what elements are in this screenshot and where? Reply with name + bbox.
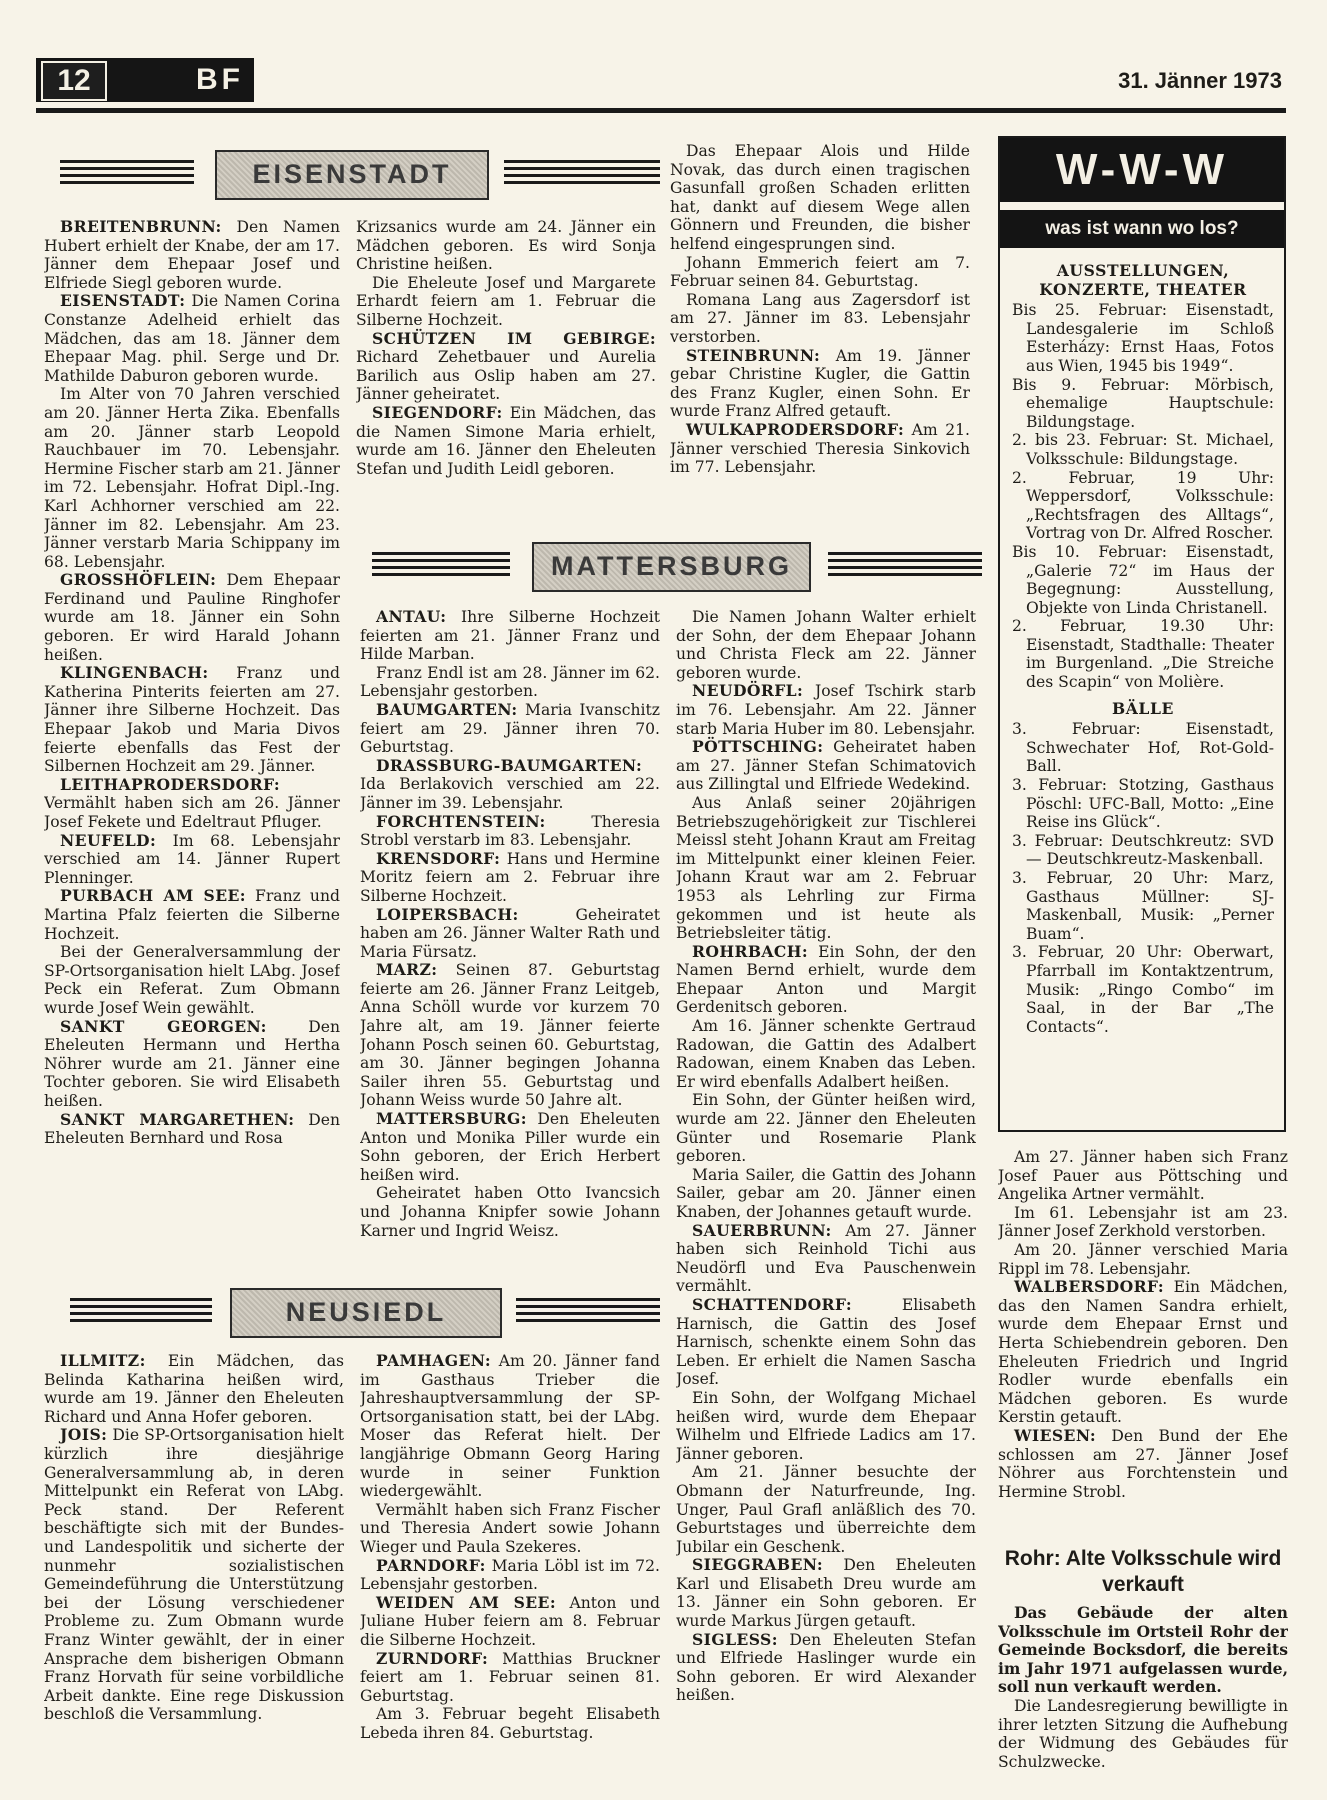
header-rule <box>36 108 1286 113</box>
notice-paragraph: Die Namen Johann Walter erhielt der Sohn, der dem Ehepaar Johann und Christa Fleck am 22. Jänner geboren wurde. <box>676 608 976 682</box>
section-title: NEUSIEDL <box>230 1288 502 1338</box>
notice-paragraph: EISENSTADT: Die Namen Corina Constanze Adelheid erhielt das Mädchen, das am 18. Jänner dem Ehepaar Mag. phil. Serge und Dr. Mathilde Daburon geboren wurde. <box>44 291 340 385</box>
notice-paragraph: NEUFELD: Im 68. Lebensjahr verschied am 14. Jänner Rupert Plenninger. <box>44 830 340 887</box>
article-headline: Rohr: Alte Volksschule wird verkauft <box>1004 1547 1282 1596</box>
banner-rule-left <box>372 552 510 578</box>
notice-paragraph: SANKT MARGARETHEN: Den Eheleuten Bernhard und Rosa <box>44 1109 340 1148</box>
events-list <box>1012 301 1274 691</box>
events-box-subtitle: was ist wann wo los? <box>1000 210 1284 248</box>
event-item: Bis 10. Februar: Eisenstadt, „Galerie 72“ im Haus der Begegnung: Ausstellung, Objekte von Linda Christanell. <box>1012 542 1274 617</box>
notice-paragraph: PÖTTSCHING: Geheiratet haben am 27. Jänner Stefan Schimatovich aus Zillingtal und Elfriede Wedekind. <box>676 737 976 794</box>
events-box-title: W-W-W <box>1000 138 1284 202</box>
notice-paragraph: WALBERSDORF: Ein Mädchen, das den Namen Sandra erhielt, wurde dem Ehepaar Ernst und Herta Schiebendrein geboren. Den Eheleuten Friedrich und Ingrid Rodler wurde ebenfalls ein Mädchen geboren. Es wurde Kerstin getauft. <box>998 1277 1288 1427</box>
notice-paragraph: SCHÜTZEN IM GEBIRGE: Richard Zehetbauer und Aurelia Barilich aus Oslip haben am 27. Jänner geheiratet. <box>356 328 656 404</box>
notice-paragraph: Maria Sailer, die Gattin des Johann Sailer, gebar am 20. Jänner einen Knaben, der Johannes getauft wurde. <box>676 1165 976 1221</box>
notice-paragraph: SCHATTENDORF: Elisabeth Harnisch, die Gattin des Josef Harnisch, schenkte einem Sohn das Leben. Er erhielt die Namen Sascha Josef. <box>676 1294 976 1389</box>
banner-rule-left <box>70 1298 212 1324</box>
notice-paragraph: Am 20. Jänner verschied Maria Rippl im 78. Lebensjahr. <box>998 1240 1288 1278</box>
notice-paragraph: Bei der Generalversammlung der SP-Ortsorganisation hielt LAbg. Josef Peck ein Referat. Zum Obmann wurde Josef Wein gewählt. <box>44 943 340 1017</box>
event-item: 3. Februar: Deutschkreutz: SVD — Deutschkreutz-Maskenball. <box>1012 831 1274 869</box>
event-item: Bis 9. Februar: Mörbisch, ehemalige Hauptschule: Bildungstage. <box>1012 375 1274 431</box>
event-item: 3. Februar, 20 Uhr: Marz, Gasthaus Müllner: SJ-Maskenball, Musik: „Perner Buam“. <box>1012 869 1274 943</box>
notice-paragraph: SAUERBRUNN: Am 27. Jänner haben sich Reinhold Tichi aus Neudörfl und Eva Pauschenwein vermählt. <box>676 1220 976 1296</box>
notice-paragraph: Aus Anlaß seiner 20jährigen Betriebszugehörigkeit zur Tischlerei Meissl steht Johann Kraut am Freitag im Mittelpunkt einer kleinen Feier. Johann Kraut war am 2. Februar 1953 als Lehrling zur Firma gekommen und ist heute als Betriebsleiter tätig. <box>676 793 976 943</box>
banner-rule-right <box>504 160 660 186</box>
section-banner-eisenstadt <box>60 150 660 196</box>
neusiedl-column-2 <box>360 1352 660 1784</box>
notice-paragraph: WULKAPRODERSDORF: Am 21. Jänner verschied Theresia Sinkovich im 77. Lebensjahr. <box>670 419 970 477</box>
notice-paragraph: Johann Emmerich feiert am 7. Februar seinen 84. Geburtstag. <box>670 253 970 291</box>
notice-paragraph: SIEGGRABEN: Den Eheleuten Karl und Elisabeth Dreu wurde am 13. Jänner ein Sohn geboren. Er wurde Markus Jürgen getauft. <box>676 1555 976 1631</box>
notice-paragraph: Am 16. Jänner schenkte Gertraud Radowan, die Gattin des Adalbert Radowan, einem Knaben das Leben. Er wird ebenfalls Adalbert heißen. <box>676 1017 976 1091</box>
notice-paragraph: SIGLESS: Den Eheleuten Stefan und Elfriede Haslinger wurde ein Sohn geboren. Er wird Alexander heißen. <box>676 1629 976 1705</box>
notice-paragraph: ANTAU: Ihre Silberne Hochzeit feierten am 21. Jänner Franz und Hilde Marban. <box>360 608 660 664</box>
notice-paragraph: Am 27. Jänner haben sich Franz Josef Pauer aus Pöttsching und Angelika Artner vermählt. <box>998 1148 1288 1204</box>
section-banner-mattersburg <box>372 542 982 588</box>
notice-paragraph: LOIPERSBACH: Geheiratet haben am 26. Jänner Walter Rath und Maria Fürsatz. <box>360 904 660 961</box>
rohr-article <box>998 1538 1288 1786</box>
notice-paragraph: Romana Lang aus Zagersdorf ist am 27. Jänner im 83. Lebensjahr verstorben. <box>670 290 970 346</box>
notice-paragraph: KRENSDORF: Hans und Hermine Moritz feiern am 2. Februar ihre Silberne Hochzeit. <box>360 848 660 905</box>
events-box <box>998 136 1286 1132</box>
notice-paragraph: Am 21. Jänner besuchte der Obmann der Naturfreunde, Ing. Unger, Paul Grafl anläßlich des 70. Geburtstages und überreichte dem Jubilar ein Geschenk. <box>676 1463 976 1556</box>
notice-paragraph: MATTERSBURG: Den Eheleuten Anton und Monika Piller wurde ein Sohn geboren, der Erich Herbert heißen wird. <box>360 1109 660 1184</box>
notice-paragraph: JOIS: Die SP-Ortsorganisation hielt kürzlich ihre diesjährige Generalversammlung ab, in deren Mittelpunkt ein Referat von LAbg. Peck stand. Der Referent beschäftigte sich mit der Bundes- und Landespolitik und sicherte der nunmehr sozialistischen Gemeindeführung die Unterstützung bei der Lösung verschiedener Probleme zu. Zum Obmann wurde Franz Winter gewählt, der in einer Ansprache dem bisherigen Obmann Franz Horvath für seine vorbildliche Arbeit dankte. Eine rege Diskussion beschloß die Versammlung. <box>44 1425 344 1724</box>
notice-paragraph: GROSSHÖFLEIN: Dem Ehepaar Ferdinand und Pauline Ringhofer wurde am 18. Jänner ein Sohn geboren. Er wird Harald Johann heißen. <box>44 570 340 664</box>
notice-paragraph: ROHRBACH: Ein Sohn, der den Namen Bernd erhielt, wurde dem Ehepaar Anton und Margit Gerdenitsch geboren. <box>676 941 976 1017</box>
balls-list <box>1012 720 1274 1036</box>
event-item: 2. bis 23. Februar: St. Michael, Volksschule: Bildungstage. <box>1012 431 1274 468</box>
notice-paragraph: BAUMGARTEN: Maria Ivanschitz feiert am 29. Jänner ihren 70. Geburtstag. <box>360 699 660 757</box>
notice-paragraph: SANKT GEORGEN: Den Eheleuten Hermann und Hertha Nöhrer wurde am 21. Jänner eine Tochter geboren. Sie wird Elisabeth heißen. <box>44 1016 340 1110</box>
notice-paragraph: Franz Endl ist am 28. Jänner im 62. Lebensjahr gestorben. <box>360 663 660 701</box>
notice-paragraph: PURBACH AM SEE: Franz und Martina Pfalz feierten die Silberne Hochzeit. <box>44 886 340 943</box>
events-section-heading: AUSSTELLUNGEN, KONZERTE, THEATER <box>1039 261 1247 299</box>
page-number: 12 <box>41 61 107 101</box>
event-item: 2. Februar, 19 Uhr: Weppersdorf, Volksschule: „Rechtsfragen des Alltags“, Vortrag von Dr. Alfred Roscher. <box>1012 468 1274 543</box>
notice-paragraph: WIESEN: Den Bund der Ehe schlossen am 27. Jänner Josef Nöhrer aus Forchtenstein und Hermine Strobl. <box>998 1425 1288 1501</box>
eisenstadt-column-1 <box>44 218 340 1274</box>
notice-paragraph: PARNDORF: Maria Löbl ist im 72. Lebensjahr gestorben. <box>360 1555 660 1594</box>
notice-paragraph: ZURNDORF: Matthias Bruckner feiert am 1. Februar seinen 81. Geburtstag. <box>360 1648 660 1705</box>
notice-paragraph: Die Eheleute Josef und Margarete Erhardt feiern am 1. Februar die Silberne Hochzeit. <box>356 273 656 329</box>
notice-paragraph: Geheiratet haben Otto Ivancsich und Johanna Knipfer sowie Johann Karner und Ingrid Weisz. <box>360 1184 660 1240</box>
section-title: EISENSTADT <box>215 150 489 200</box>
event-item: 3. Februar: Stotzing, Gasthaus Pöschl: UFC-Ball, Motto: „Eine Reise ins Glück“. <box>1012 776 1274 832</box>
section-title: MATTERSBURG <box>532 542 811 592</box>
neusiedl-column-1 <box>44 1352 344 1784</box>
notice-paragraph: NEUDÖRFL: Josef Tschirk starb im 76. Lebensjahr. Am 22. Jänner starb Maria Huber im 80. Lebensjahr. <box>676 681 976 738</box>
issue-date: 31. Jänner 1973 <box>1118 68 1282 93</box>
mattersburg-column-3 <box>998 1148 1288 1528</box>
events-section-heading: BÄLLE <box>1111 698 1175 718</box>
banner-rule-left <box>60 160 194 186</box>
banner-rule-right <box>516 1298 660 1324</box>
article-body: Die Landesregierung bewilligte in ihrer letzten Sitzung die Aufhebung der Widmung des Gebäudes für Schulzwecke. <box>998 1696 1288 1771</box>
notice-paragraph: BREITENBRUNN: Den Namen Hubert erhielt der Knabe, der am 17. Jänner dem Ehepaar Josef und Elfriede Siegl geboren wurde. <box>44 218 340 292</box>
mattersburg-column-1 <box>360 608 660 1268</box>
notice-paragraph: WEIDEN AM SEE: Anton und Juliane Huber feiern am 8. Februar die Silberne Hochzeit. <box>360 1592 660 1649</box>
event-item: 3. Februar, 20 Uhr: Oberwart, Pfarrball im Kontaktzentrum, Musik: „Ringo Combo“ im Saal, in der Bar „The Contacts“. <box>1012 943 1274 1036</box>
events-box-body <box>1012 262 1274 1036</box>
eisenstadt-column-3 <box>670 142 970 522</box>
notice-paragraph: DRASSBURG-BAUMGARTEN: Ida Berlakovich verschied am 22. Jänner im 39. Lebensjahr. <box>360 755 660 812</box>
notice-paragraph: Vermählt haben sich Franz Fischer und Theresia Andert sowie Johann Wieger und Paula Szekeres. <box>360 1500 660 1556</box>
event-item: 2. Februar, 19.30 Uhr: Eisenstadt, Stadthalle: Theater im Burgenland. „Die Streiche des Scapin“ von Molière. <box>1012 617 1274 692</box>
article-lead: Das Gebäude der alten Volksschule im Ortsteil Rohr der Gemeinde Bocksdorf, die bereits im Jahr 1971 aufgelassen wurde, soll nun verkauft werden. <box>998 1603 1288 1697</box>
notice-paragraph: MARZ: Seinen 87. Geburtstag feierte am 26. Jänner Franz Leitgeb, Anna Schöll wurde vor kurzem 70 Jahre alt, am 19. Jänner feierte Johann Posch seinen 60. Geburtstag, am 30. Jänner begingen Johanna Sailer ihren 55. Geburtstag und Johann Weiss wurde 50 Jahre alt. <box>360 960 660 1110</box>
section-banner-neusiedl <box>70 1288 660 1334</box>
notice-paragraph: Im 61. Lebensjahr ist am 23. Jänner Josef Zerkhold verstorben. <box>998 1203 1288 1241</box>
mattersburg-column-2 <box>676 608 976 1784</box>
notice-paragraph: Im Alter von 70 Jahren verschied am 20. Jänner Herta Zika. Ebenfalls am 20. Jänner starb Leopold Rauchbauer im 70. Lebensjahr. Hermine Fischer starb am 21. Jänner im 72. Lebensjahr. Hofrat Dipl.-Ing. Karl Achhorner verschied am 22. Jänner im 82. Lebensjahr. Am 23. Jänner verstarb Maria Schippany im 68. Lebensjahr. <box>44 385 340 571</box>
eisenstadt-column-2 <box>356 218 656 520</box>
notice-paragraph: SIEGENDORF: Ein Mädchen, das die Namen Simone Maria erhielt, wurde am 16. Jänner den Eheleuten Stefan und Judith Leidl geboren. <box>356 402 656 478</box>
notice-paragraph: FORCHTENSTEIN: Theresia Strobl verstarb im 83. Lebensjahr. <box>360 811 660 850</box>
banner-rule-right <box>828 552 982 578</box>
notice-paragraph: Ein Sohn, der Günter heißen wird, wurde am 22. Jänner den Eheleuten Günter und Rosemarie Plank geboren. <box>676 1091 976 1166</box>
notice-paragraph: Das Ehepaar Alois und Hilde Novak, das durch einen tragischen Gasunfall großen Schaden erlitten hat, dankt auf diesem Wege allen Gönnern und Freunden, die bisher helfend eingesprungen sind. <box>670 142 970 253</box>
notice-paragraph: Ein Sohn, der Wolfgang Michael heißen wird, wurde dem Ehepaar Wilhelm und Elfriede Ladics am 17. Jänner geboren. <box>676 1388 976 1463</box>
notice-paragraph: PAMHAGEN: Am 20. Jänner fand im Gasthaus Trieber die Jahreshauptversammlung der SP-Ortsorganisation statt, bei der LAbg. Moser das Referat hielt. Der langjährige Obmann Georg Haring wurde in seiner Funktion wiedergewählt. <box>360 1352 660 1501</box>
notice-paragraph: KLINGENBACH: Franz und Katherina Pinterits feierten am 27. Jänner ihre Silberne Hochzeit. Das Ehepaar Jakob und Maria Divos feierte ebenfalls das Fest der Silbernen Hochzeit am 29. Jänner. <box>44 663 340 776</box>
notice-paragraph: LEITHAPRODERSDORF: Vermählt haben sich am 26. Jänner Josef Fekete und Edeltraut Pfluger. <box>44 774 340 831</box>
page-number-badge <box>36 58 254 102</box>
notice-paragraph: ILLMITZ: Ein Mädchen, das Belinda Katharina heißen wird, wurde am 19. Jänner den Eheleuten Richard und Anna Hofer geboren. <box>44 1352 344 1426</box>
notice-paragraph: Am 3. Februar begeht Elisabeth Lebeda ihren 84. Geburtstag. <box>360 1705 660 1742</box>
event-item: Bis 25. Februar: Eisenstadt, Landesgalerie im Schloß Esterházy: Ernst Haas, Fotos aus Wien, 1945 bis 1949“. <box>1012 301 1274 375</box>
event-item: 3. Februar: Eisenstadt, Schwechater Hof, Rot-Gold-Ball. <box>1012 720 1274 776</box>
newspaper-code: BF <box>196 63 244 96</box>
notice-paragraph: Krizsanics wurde am 24. Jänner ein Mädchen geboren. Es wird Sonja Christine heißen. <box>356 218 656 274</box>
notice-paragraph: STEINBRUNN: Am 19. Jänner gebar Christine Kugler, die Gattin des Franz Kugler, einen Sohn. Er wurde Franz Alfred getauft. <box>670 345 970 421</box>
